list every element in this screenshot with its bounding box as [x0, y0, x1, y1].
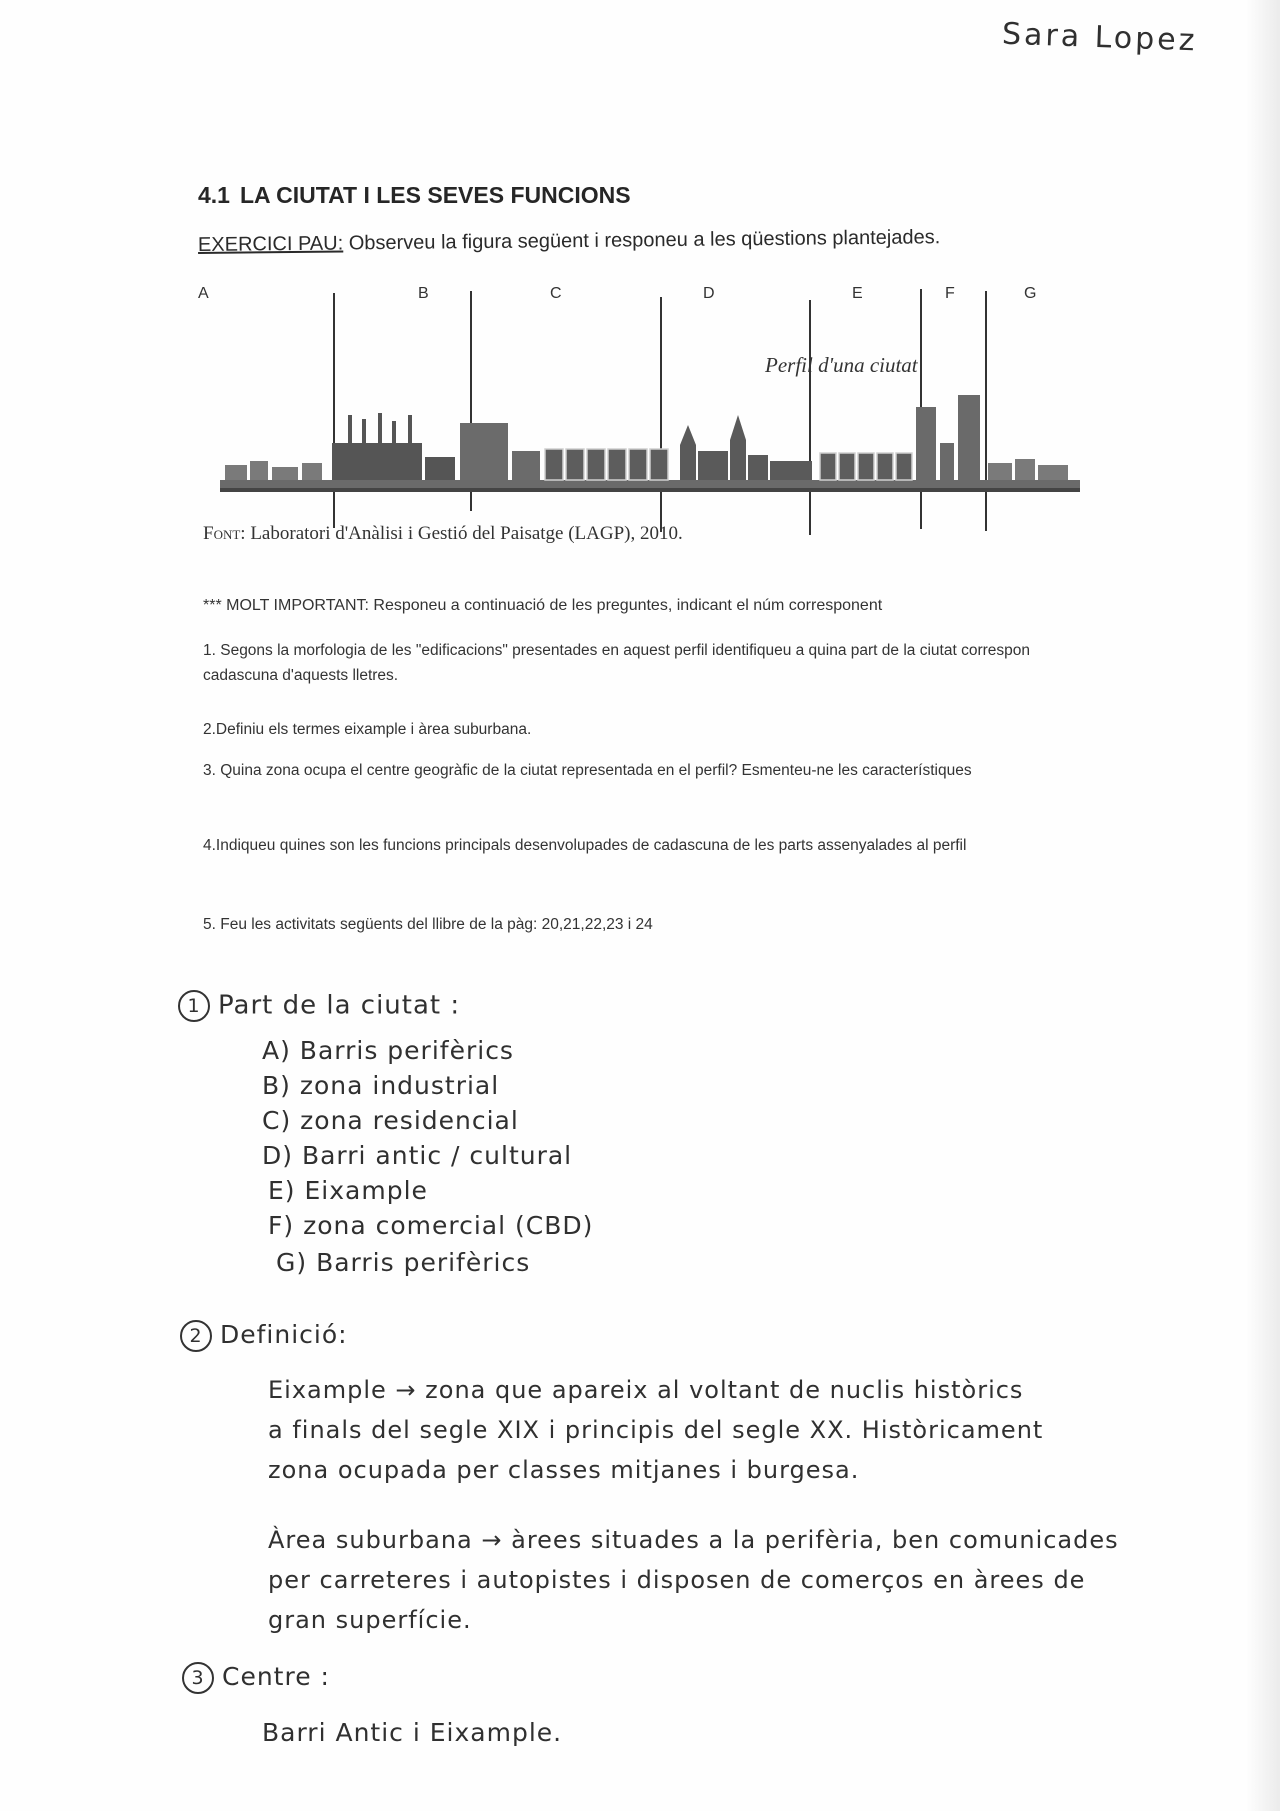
answer-2-eixample-line-3: zona ocupada per classes mitjanes i burgesa.: [268, 1456, 860, 1484]
question-4: 4.Indiqueu quines son les funcions principals desenvolupades de cadascuna de les parts assenyalades al perfil: [203, 837, 967, 854]
answer-3-text: Barri Antic i Eixample.: [262, 1718, 563, 1747]
answer-1-number: 1: [178, 990, 210, 1022]
answer-2-suburbana-line-2: per carreteres i autopistes i disposen de comerços en àrees de: [268, 1566, 1086, 1594]
answer-1-item-f: F) zona comercial (CBD): [268, 1211, 594, 1240]
answer-3-number: 3: [182, 1662, 214, 1694]
question-1: 1. Segons la morfologia de les "edificacions" presentades en aquest perfil identifiqueu a quina part de la ciutat correspon cadascuna d'aquests lletres.: [203, 642, 1030, 684]
section-title: [198, 182, 631, 209]
figure-letter-e: E: [852, 285, 863, 302]
figure-source-text: Laboratori d'Anàlisi i Gestió del Paisatge (LAGP), 2010.: [245, 523, 683, 544]
answer-2-number: 2: [180, 1320, 212, 1352]
question-3: 3. Quina zona ocupa el centre geogràfic de la ciutat representada en el perfil? Esmenteu-ne les característiques: [203, 762, 972, 779]
answer-3-heading: [182, 1662, 330, 1694]
figure-caption: Perfil d'una ciutat: [765, 353, 918, 377]
figure-letter-d: D: [703, 285, 715, 302]
figure-source: [203, 523, 683, 545]
question-5: 5. Feu les activitats següents del llibre de la pàg: 20,21,22,23 i 24: [203, 916, 653, 933]
answer-3-heading-text: Centre :: [222, 1662, 330, 1691]
answer-1-item-d: D) Barri antic / cultural: [262, 1141, 573, 1170]
figure-letter-f: F: [945, 285, 955, 302]
exercise-label: EXERCICI PAU:: [197, 232, 344, 256]
section-title-text: LA CIUTAT I LES SEVES FUNCIONS: [239, 182, 631, 208]
figure-letter-a: A: [198, 285, 209, 302]
answer-1-item-g: G) Barris perifèrics: [276, 1248, 531, 1277]
figure-source-label: Font:: [203, 523, 246, 544]
section-number: 4.1: [198, 182, 230, 208]
answer-1-item-e: E) Eixample: [268, 1176, 428, 1205]
answer-2-eixample-line-1: Eixample → zona que apareix al voltant de nuclis històrics: [268, 1376, 1024, 1404]
scan-edge-shadow: [1246, 0, 1280, 1811]
student-signature: Sara Lopez: [1001, 16, 1199, 59]
answer-2-suburbana-line-1: Àrea suburbana → àrees situades a la perifèria, ben comunicades: [268, 1526, 1119, 1554]
city-skyline-image: [220, 385, 1080, 495]
answer-2-eixample-line-2: a finals del segle XIX i principis del segle XX. Històricament: [268, 1416, 1044, 1444]
answer-2-heading: [180, 1320, 348, 1352]
answer-2-heading-text: Definició:: [220, 1320, 348, 1349]
answer-1-item-b: B) zona industrial: [262, 1071, 500, 1100]
exercise-statement: [198, 226, 940, 257]
answer-1-item-c: C) zona residencial: [262, 1106, 519, 1135]
answer-1-heading-text: Part de la ciutat :: [218, 990, 461, 1021]
question-2: 2.Definiu els termes eixample i àrea suburbana.: [203, 721, 532, 738]
answer-2-suburbana-line-3: gran superfície.: [268, 1606, 472, 1634]
figure-letter-g: G: [1024, 285, 1037, 302]
city-profile-figure: [190, 285, 1090, 545]
answer-1-heading: [178, 990, 460, 1022]
exercise-text: Observeu la figura següent i responeu a les qüestions plantejades.: [343, 226, 941, 255]
figure-letter-c: C: [550, 285, 562, 302]
answer-1-item-a: A) Barris perifèrics: [262, 1036, 514, 1065]
figure-letter-b: B: [418, 285, 429, 302]
important-note: *** MOLT IMPORTANT: Responeu a continuació de les preguntes, indicant el núm corresponent: [203, 597, 883, 614]
